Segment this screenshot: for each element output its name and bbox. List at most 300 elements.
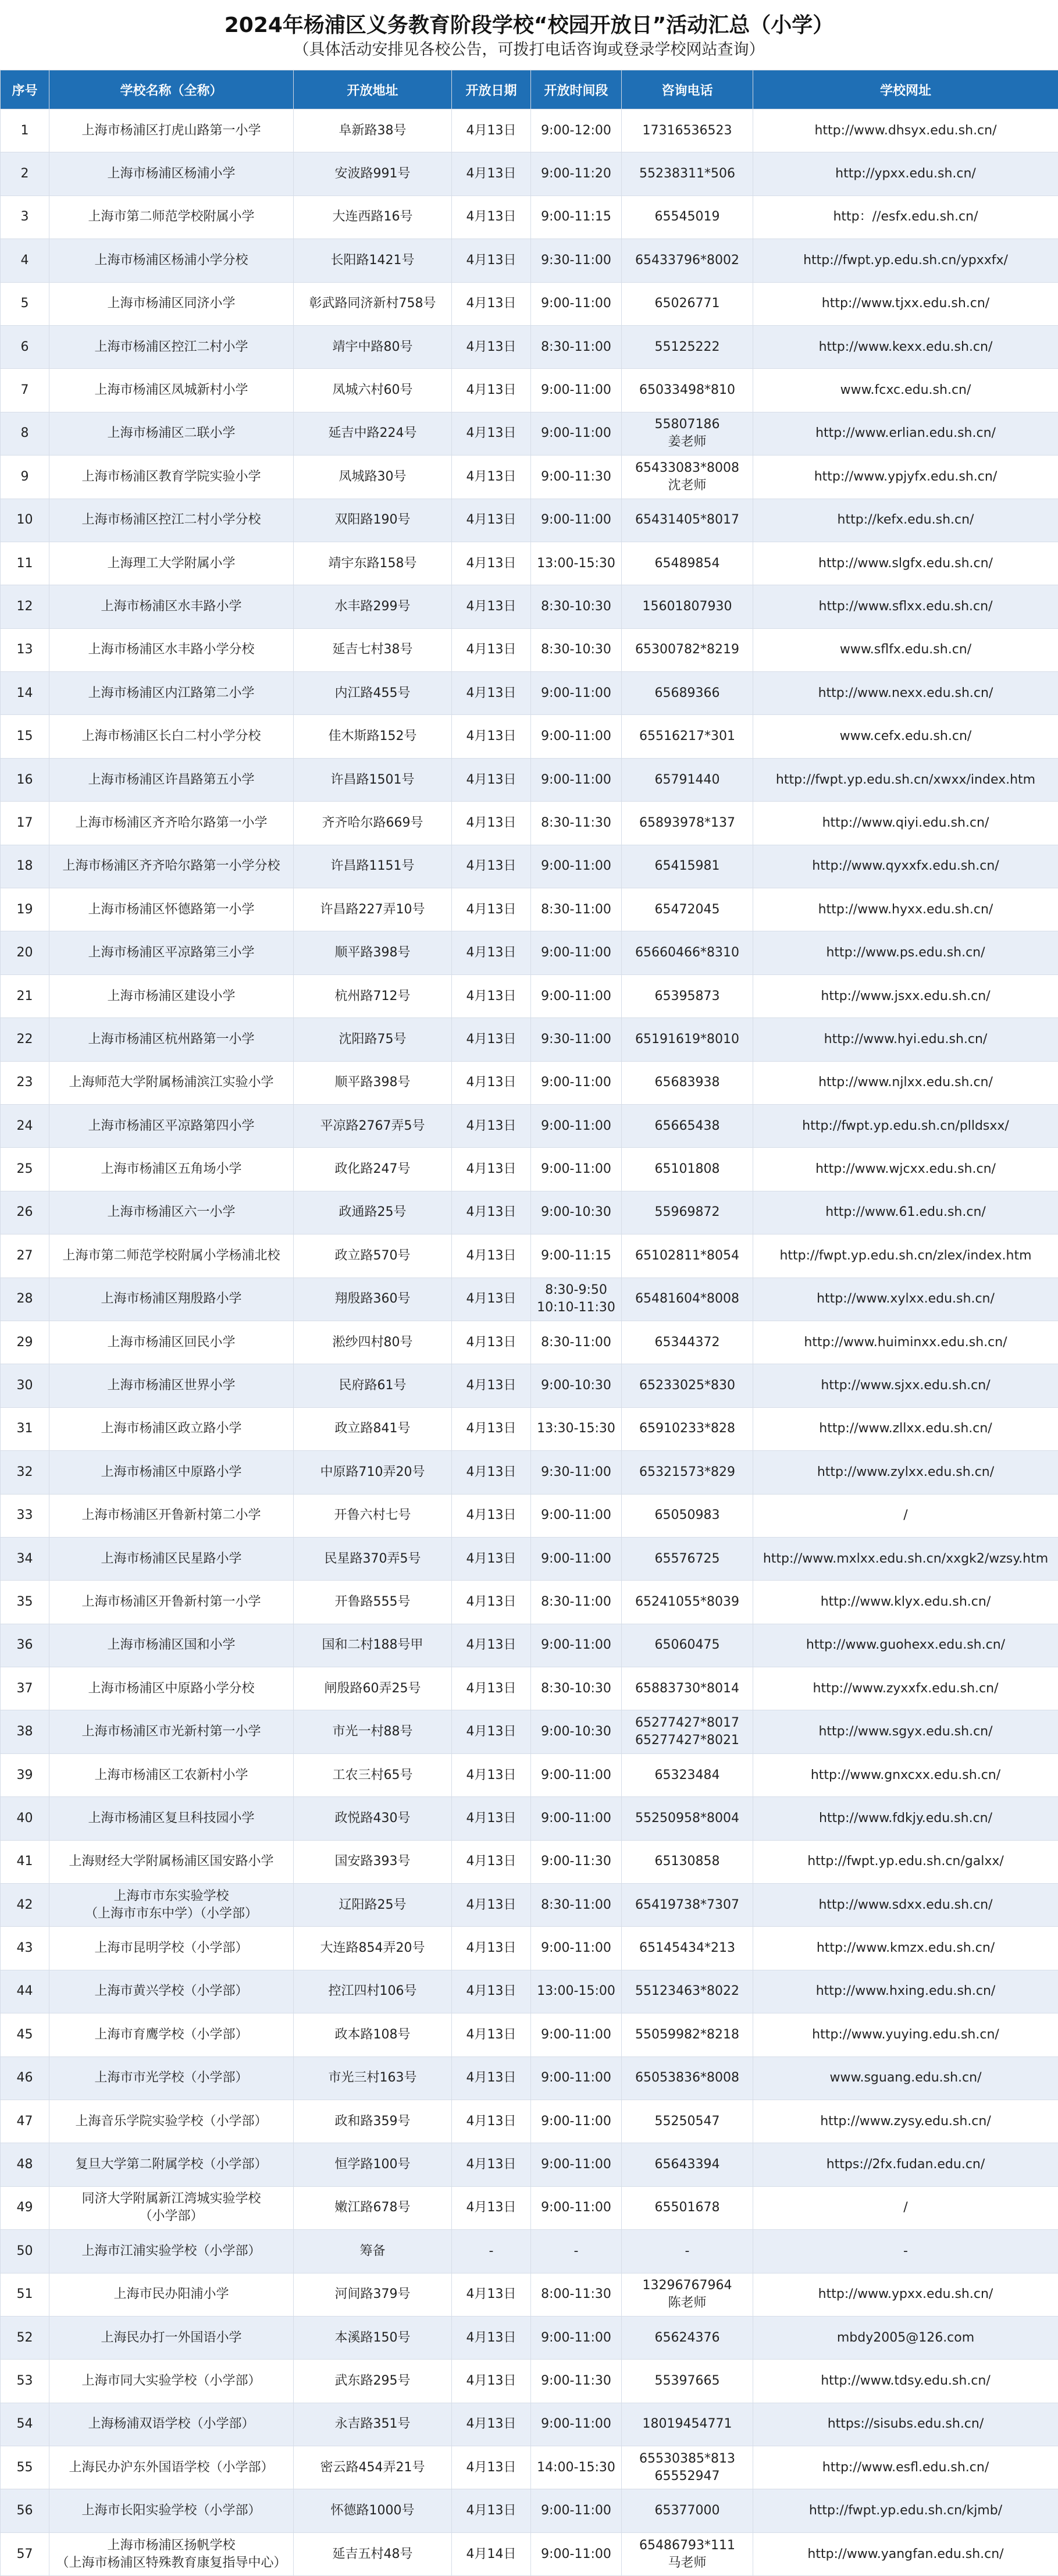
cell-address: 许昌路1501号 bbox=[294, 758, 452, 801]
table-row bbox=[1, 1321, 1058, 1364]
cell-school-name: 上海市杨浦区许昌路第五小学 bbox=[49, 758, 294, 801]
cell-index: 20 bbox=[1, 931, 49, 974]
cell-date: 4月13日 bbox=[452, 2273, 531, 2316]
cell-school-name: 上海市杨浦区翔殷路小学 bbox=[49, 1278, 294, 1321]
cell-time: 9:00-11:00 bbox=[531, 974, 622, 1017]
cell-phone: 65377000 bbox=[622, 2489, 753, 2532]
cell-school-name: 上海市杨浦区长白二村小学分校 bbox=[49, 715, 294, 758]
cell-website[interactable]: http://www.sgyx.edu.sh.cn/ bbox=[753, 1710, 1058, 1753]
cell-school-name: 上海市杨浦区建设小学 bbox=[49, 974, 294, 1017]
cell-school-name: 上海市育鹰学校（小学部） bbox=[49, 2013, 294, 2056]
cell-website[interactable]: http://www.61.edu.sh.cn/ bbox=[753, 1191, 1058, 1234]
cell-phone: 65050983 bbox=[622, 1494, 753, 1537]
cell-date: 4月13日 bbox=[452, 2403, 531, 2446]
table-row bbox=[1, 1667, 1058, 1710]
cell-index: 53 bbox=[1, 2360, 49, 2403]
cell-phone: 65323484 bbox=[622, 1753, 753, 1796]
cell-phone: 55125222 bbox=[622, 325, 753, 368]
cell-website[interactable]: http://fwpt.yp.edu.sh.cn/xwxx/index.htm bbox=[753, 758, 1058, 801]
table-row bbox=[1, 2403, 1058, 2446]
header-col-time: 开放时间段 bbox=[531, 70, 622, 109]
cell-time: 8:30-10:30 bbox=[531, 585, 622, 628]
cell-school-name: 上海市杨浦区教育学院实验小学 bbox=[49, 456, 294, 499]
cell-index: 41 bbox=[1, 1840, 49, 1883]
table-row bbox=[1, 195, 1058, 239]
cell-website[interactable]: mbdy2005@126.com bbox=[753, 2316, 1058, 2359]
cell-address: 开鲁路555号 bbox=[294, 1581, 452, 1624]
cell-school-name: 上海市同大实验学校（小学部） bbox=[49, 2360, 294, 2403]
cell-address: 政立路841号 bbox=[294, 1407, 452, 1450]
cell-website[interactable]: http://www.tjxx.edu.sh.cn/ bbox=[753, 282, 1058, 325]
cell-phone: 65501678 bbox=[622, 2186, 753, 2229]
cell-phone: 65145434*213 bbox=[622, 1927, 753, 1970]
cell-phone: 55059982*8218 bbox=[622, 2013, 753, 2056]
table-row bbox=[1, 974, 1058, 1017]
cell-time: 9:00-11:30 bbox=[531, 1840, 622, 1883]
cell-time: 13:00-15:30 bbox=[531, 542, 622, 585]
cell-index: 4 bbox=[1, 239, 49, 282]
table-row bbox=[1, 1451, 1058, 1494]
header-col-address: 开放地址 bbox=[294, 70, 452, 109]
cell-address: 市光一村88号 bbox=[294, 1710, 452, 1753]
cell-website[interactable]: http://www.kexx.edu.sh.cn/ bbox=[753, 325, 1058, 368]
cell-index: 24 bbox=[1, 1104, 49, 1147]
table-row bbox=[1, 2230, 1058, 2273]
cell-website[interactable]: http://www.esfl.edu.sh.cn/ bbox=[753, 2446, 1058, 2489]
cell-time: 9:00-10:30 bbox=[531, 1191, 622, 1234]
cell-time: 9:00-11:00 bbox=[531, 1148, 622, 1191]
cell-time: 8:30-10:30 bbox=[531, 628, 622, 671]
table-row bbox=[1, 1797, 1058, 1840]
cell-date: 4月13日 bbox=[452, 1884, 531, 1927]
cell-school-name: 复旦大学第二附属学校（小学部） bbox=[49, 2143, 294, 2186]
cell-address: 筹备 bbox=[294, 2230, 452, 2273]
cell-time: 9:00-11:00 bbox=[531, 2532, 622, 2575]
cell-website[interactable]: http://www.qiyi.edu.sh.cn/ bbox=[753, 802, 1058, 845]
cell-phone: 17316536523 bbox=[622, 109, 753, 152]
cell-index: 54 bbox=[1, 2403, 49, 2446]
cell-time: 9:00-11:20 bbox=[531, 152, 622, 195]
header-col-index: 序号 bbox=[1, 70, 49, 109]
table-row bbox=[1, 325, 1058, 368]
cell-school-name: 上海市民办阳浦小学 bbox=[49, 2273, 294, 2316]
cell-school-name: 上海市昆明学校（小学部） bbox=[49, 1927, 294, 1970]
cell-index: 22 bbox=[1, 1018, 49, 1061]
cell-website[interactable]: www.cefx.edu.sh.cn/ bbox=[753, 715, 1058, 758]
table-row bbox=[1, 282, 1058, 325]
cell-phone: 65415981 bbox=[622, 845, 753, 888]
cell-website[interactable]: http://www.zylxx.edu.sh.cn/ bbox=[753, 1451, 1058, 1494]
cell-address: 中原路710弄20号 bbox=[294, 1451, 452, 1494]
cell-website[interactable]: http://www.ypjyfx.edu.sh.cn/ bbox=[753, 456, 1058, 499]
cell-website[interactable]: http://fwpt.yp.edu.sh.cn/ypxxfx/ bbox=[753, 239, 1058, 282]
cell-website[interactable]: http://www.xylxx.edu.sh.cn/ bbox=[753, 1278, 1058, 1321]
cell-website[interactable]: http://www.njlxx.edu.sh.cn/ bbox=[753, 1061, 1058, 1104]
cell-school-name: 上海市杨浦区中原路小学分校 bbox=[49, 1667, 294, 1710]
table-row bbox=[1, 802, 1058, 845]
cell-date: 4月13日 bbox=[452, 974, 531, 1017]
cell-address: 国安路393号 bbox=[294, 1840, 452, 1883]
cell-date: 4月13日 bbox=[452, 2056, 531, 2100]
cell-website[interactable]: http://fwpt.yp.edu.sh.cn/zlex/index.htm bbox=[753, 1234, 1058, 1278]
cell-index: 39 bbox=[1, 1753, 49, 1796]
cell-phone: 65101808 bbox=[622, 1148, 753, 1191]
cell-date: 4月13日 bbox=[452, 239, 531, 282]
cell-time: 9:00-11:00 bbox=[531, 412, 622, 455]
cell-website[interactable]: http://www.gnxcxx.edu.sh.cn/ bbox=[753, 1753, 1058, 1796]
cell-index: 15 bbox=[1, 715, 49, 758]
cell-address: 怀德路1000号 bbox=[294, 2489, 452, 2532]
table-row bbox=[1, 2186, 1058, 2229]
cell-website[interactable]: www.sguang.edu.sh.cn/ bbox=[753, 2056, 1058, 2100]
cell-address: 顺平路398号 bbox=[294, 931, 452, 974]
cell-phone: 65241055*8039 bbox=[622, 1581, 753, 1624]
cell-time: 9:00-11:00 bbox=[531, 845, 622, 888]
table-row bbox=[1, 628, 1058, 671]
cell-date: 4月13日 bbox=[452, 1061, 531, 1104]
header-col-phone: 咨询电话 bbox=[622, 70, 753, 109]
cell-date: 4月13日 bbox=[452, 1927, 531, 1970]
cell-website[interactable]: http://www.ps.edu.sh.cn/ bbox=[753, 931, 1058, 974]
cell-phone: 65233025*830 bbox=[622, 1364, 753, 1407]
table-row bbox=[1, 2100, 1058, 2143]
cell-school-name: 上海市长阳实验学校（小学部） bbox=[49, 2489, 294, 2532]
cell-website[interactable]: http：//esfx.edu.sh.cn/ bbox=[753, 195, 1058, 239]
table-row bbox=[1, 1581, 1058, 1624]
cell-school-name: 上海市杨浦区市光新村第一小学 bbox=[49, 1710, 294, 1753]
cell-time: 9:00-11:00 bbox=[531, 499, 622, 542]
cell-school-name: 上海市杨浦区回民小学 bbox=[49, 1321, 294, 1364]
cell-phone: 13296767964 陈老师 bbox=[622, 2273, 753, 2316]
cell-website[interactable]: http://www.zllxx.edu.sh.cn/ bbox=[753, 1407, 1058, 1450]
cell-date: 4月13日 bbox=[452, 931, 531, 974]
cell-school-name: 上海市杨浦区凤城新村小学 bbox=[49, 369, 294, 412]
cell-index: 19 bbox=[1, 888, 49, 931]
cell-index: 40 bbox=[1, 1797, 49, 1840]
cell-date: 4月13日 bbox=[452, 1797, 531, 1840]
cell-date: 4月13日 bbox=[452, 109, 531, 152]
cell-website[interactable]: www.sflfx.edu.sh.cn/ bbox=[753, 628, 1058, 671]
cell-index: 29 bbox=[1, 1321, 49, 1364]
cell-time: 9:00-11:00 bbox=[531, 2489, 622, 2532]
cell-time: 9:00-11:30 bbox=[531, 456, 622, 499]
cell-website[interactable]: http://kefx.edu.sh.cn/ bbox=[753, 499, 1058, 542]
cell-index: 23 bbox=[1, 1061, 49, 1104]
cell-phone: 55969872 bbox=[622, 1191, 753, 1234]
cell-date: 4月13日 bbox=[452, 325, 531, 368]
table-row bbox=[1, 1148, 1058, 1191]
cell-school-name: 上海师范大学附属杨浦滨江实验小学 bbox=[49, 1061, 294, 1104]
cell-website[interactable]: http://www.ypxx.edu.sh.cn/ bbox=[753, 2273, 1058, 2316]
cell-phone: 65395873 bbox=[622, 974, 753, 1017]
cell-date: 4月13日 bbox=[452, 888, 531, 931]
cell-school-name: 上海市杨浦区怀德路第一小学 bbox=[49, 888, 294, 931]
cell-index: 21 bbox=[1, 974, 49, 1017]
table-row bbox=[1, 2316, 1058, 2359]
cell-time: 9:00-11:00 bbox=[531, 1797, 622, 1840]
cell-date: 4月13日 bbox=[452, 2360, 531, 2403]
cell-index: 11 bbox=[1, 542, 49, 585]
cell-time: - bbox=[531, 2230, 622, 2273]
cell-address: 安波路991号 bbox=[294, 152, 452, 195]
cell-school-name: 上海市杨浦区控江二村小学分校 bbox=[49, 499, 294, 542]
cell-index: 32 bbox=[1, 1451, 49, 1494]
cell-address: 开鲁六村七号 bbox=[294, 1494, 452, 1537]
cell-website[interactable]: http://www.hyxx.edu.sh.cn/ bbox=[753, 888, 1058, 931]
cell-website[interactable]: http://www.kmzx.edu.sh.cn/ bbox=[753, 1927, 1058, 1970]
cell-time: 9:00-11:00 bbox=[531, 2100, 622, 2143]
table-row bbox=[1, 2446, 1058, 2489]
cell-date: 4月13日 bbox=[452, 1191, 531, 1234]
cell-index: 43 bbox=[1, 1927, 49, 1970]
cell-website[interactable]: http://www.sflxx.edu.sh.cn/ bbox=[753, 585, 1058, 628]
cell-address: 许昌路1151号 bbox=[294, 845, 452, 888]
cell-website[interactable]: https://2fx.fudan.edu.cn/ bbox=[753, 2143, 1058, 2186]
cell-index: 52 bbox=[1, 2316, 49, 2359]
cell-website[interactable]: http://ypxx.edu.sh.cn/ bbox=[753, 152, 1058, 195]
table-row bbox=[1, 1537, 1058, 1580]
cell-time: 9:00-11:15 bbox=[531, 1234, 622, 1278]
cell-time: 9:00-11:00 bbox=[531, 2056, 622, 2100]
cell-index: 9 bbox=[1, 456, 49, 499]
cell-index: 25 bbox=[1, 1148, 49, 1191]
cell-school-name: 上海音乐学院实验学校（小学部） bbox=[49, 2100, 294, 2143]
cell-index: 56 bbox=[1, 2489, 49, 2532]
cell-date: 4月13日 bbox=[452, 2489, 531, 2532]
cell-school-name: 上海杨浦双语学校（小学部） bbox=[49, 2403, 294, 2446]
cell-website[interactable]: http://www.hxing.edu.sh.cn/ bbox=[753, 1970, 1058, 2013]
cell-school-name: 上海市市东实验学校 （上海市市东中学）（小学部） bbox=[49, 1884, 294, 1927]
cell-address: 工农三村65号 bbox=[294, 1753, 452, 1796]
cell-address: 辽阳路25号 bbox=[294, 1884, 452, 1927]
cell-website[interactable]: http://www.wjcxx.edu.sh.cn/ bbox=[753, 1148, 1058, 1191]
cell-school-name: 上海市市光学校（小学部） bbox=[49, 2056, 294, 2100]
cell-address: 延吉中路224号 bbox=[294, 412, 452, 455]
cell-time: 8:30-9:50 10:10-11:30 bbox=[531, 1278, 622, 1321]
cell-school-name: 上海市杨浦区复旦科技园小学 bbox=[49, 1797, 294, 1840]
cell-date: 4月13日 bbox=[452, 369, 531, 412]
cell-website[interactable]: http://www.guohexx.edu.sh.cn/ bbox=[753, 1624, 1058, 1667]
table-row bbox=[1, 1104, 1058, 1147]
cell-school-name: 上海市杨浦区开鲁新村第一小学 bbox=[49, 1581, 294, 1624]
cell-address: 凤城路30号 bbox=[294, 456, 452, 499]
cell-school-name: 上海市杨浦区六一小学 bbox=[49, 1191, 294, 1234]
cell-phone: 55250958*8004 bbox=[622, 1797, 753, 1840]
cell-date: 4月13日 bbox=[452, 2013, 531, 2056]
cell-address: 民府路61号 bbox=[294, 1364, 452, 1407]
cell-address: 政化路247号 bbox=[294, 1148, 452, 1191]
cell-date: 4月13日 bbox=[452, 1234, 531, 1278]
cell-date: 4月13日 bbox=[452, 1537, 531, 1580]
table-row bbox=[1, 1970, 1058, 2013]
schools-table bbox=[0, 70, 1058, 2576]
cell-school-name: 上海市杨浦区打虎山路第一小学 bbox=[49, 109, 294, 152]
cell-phone: 65433796*8002 bbox=[622, 239, 753, 282]
table-row bbox=[1, 1710, 1058, 1753]
cell-website[interactable]: http://www.yangfan.edu.sh.cn/ bbox=[753, 2532, 1058, 2575]
cell-index: 2 bbox=[1, 152, 49, 195]
cell-website[interactable]: http://www.jsxx.edu.sh.cn/ bbox=[753, 974, 1058, 1017]
cell-phone: 65419738*7307 bbox=[622, 1884, 753, 1927]
cell-school-name: 上海市杨浦区水丰路小学 bbox=[49, 585, 294, 628]
cell-index: 8 bbox=[1, 412, 49, 455]
cell-phone: 65530385*813 65552947 bbox=[622, 2446, 753, 2489]
cell-index: 6 bbox=[1, 325, 49, 368]
cell-address: 大连路854弄20号 bbox=[294, 1927, 452, 1970]
cell-phone: 65683938 bbox=[622, 1061, 753, 1104]
table-row bbox=[1, 1018, 1058, 1061]
cell-website[interactable]: http://fwpt.yp.edu.sh.cn/kjmb/ bbox=[753, 2489, 1058, 2532]
cell-time: 8:30-11:00 bbox=[531, 1884, 622, 1927]
cell-address: 恒学路100号 bbox=[294, 2143, 452, 2186]
cell-date: 4月13日 bbox=[452, 1104, 531, 1147]
cell-phone: 65910233*828 bbox=[622, 1407, 753, 1450]
cell-time: 9:30-11:00 bbox=[531, 239, 622, 282]
cell-index: 28 bbox=[1, 1278, 49, 1321]
table-row bbox=[1, 1364, 1058, 1407]
cell-website[interactable]: http://www.tdsy.edu.sh.cn/ bbox=[753, 2360, 1058, 2403]
cell-index: 46 bbox=[1, 2056, 49, 2100]
cell-index: 50 bbox=[1, 2230, 49, 2273]
cell-school-name: 上海市杨浦区杨浦小学分校 bbox=[49, 239, 294, 282]
cell-phone: 18019454771 bbox=[622, 2403, 753, 2446]
cell-phone: 55807186 姜老师 bbox=[622, 412, 753, 455]
cell-phone: 65433083*8008 沈老师 bbox=[622, 456, 753, 499]
table-row bbox=[1, 2360, 1058, 2403]
cell-address: 政本路108号 bbox=[294, 2013, 452, 2056]
cell-website[interactable]: http://www.klyx.edu.sh.cn/ bbox=[753, 1581, 1058, 1624]
cell-address: 国和二村188号甲 bbox=[294, 1624, 452, 1667]
table-row bbox=[1, 845, 1058, 888]
table-row bbox=[1, 931, 1058, 974]
table-header-row bbox=[1, 70, 1058, 109]
cell-index: 26 bbox=[1, 1191, 49, 1234]
cell-time: 9:00-11:00 bbox=[531, 1624, 622, 1667]
table-body bbox=[1, 109, 1058, 2576]
cell-address: 延吉五村48号 bbox=[294, 2532, 452, 2575]
cell-date: 4月13日 bbox=[452, 1494, 531, 1537]
cell-website[interactable]: www.fcxc.edu.sh.cn/ bbox=[753, 369, 1058, 412]
cell-address: 杭州路712号 bbox=[294, 974, 452, 1017]
cell-website[interactable]: http://www.yuying.edu.sh.cn/ bbox=[753, 2013, 1058, 2056]
cell-time: 9:00-11:00 bbox=[531, 282, 622, 325]
cell-date: 4月13日 bbox=[452, 802, 531, 845]
cell-index: 34 bbox=[1, 1537, 49, 1580]
cell-phone: 65277427*8017 65277427*8021 bbox=[622, 1710, 753, 1753]
cell-time: 8:30-11:30 bbox=[531, 802, 622, 845]
cell-website[interactable]: http://www.mxlxx.edu.sh.cn/xxgk2/wzsy.htm bbox=[753, 1537, 1058, 1580]
cell-address: 齐齐哈尔路669号 bbox=[294, 802, 452, 845]
cell-time: 9:00-11:00 bbox=[531, 369, 622, 412]
cell-date: 4月13日 bbox=[452, 2100, 531, 2143]
cell-address: 淞纱四村80号 bbox=[294, 1321, 452, 1364]
cell-phone: 55123463*8022 bbox=[622, 1970, 753, 2013]
cell-school-name: 上海市杨浦区齐齐哈尔路第一小学 bbox=[49, 802, 294, 845]
table-row bbox=[1, 542, 1058, 585]
cell-school-name: 上海市杨浦区齐齐哈尔路第一小学分校 bbox=[49, 845, 294, 888]
cell-date: 4月13日 bbox=[452, 715, 531, 758]
cell-index: 10 bbox=[1, 499, 49, 542]
cell-address: 凤城六村60号 bbox=[294, 369, 452, 412]
cell-address: 靖宇中路80号 bbox=[294, 325, 452, 368]
cell-index: 33 bbox=[1, 1494, 49, 1537]
cell-address: 翔殷路360号 bbox=[294, 1278, 452, 1321]
table-row bbox=[1, 715, 1058, 758]
header-col-school-name: 学校名称（全称） bbox=[49, 70, 294, 109]
cell-phone: 65689366 bbox=[622, 672, 753, 715]
cell-website[interactable]: http://www.sjxx.edu.sh.cn/ bbox=[753, 1364, 1058, 1407]
cell-phone: 65033498*810 bbox=[622, 369, 753, 412]
cell-website[interactable]: http://www.zysy.edu.sh.cn/ bbox=[753, 2100, 1058, 2143]
cell-website[interactable]: http://www.huiminxx.edu.sh.cn/ bbox=[753, 1321, 1058, 1364]
cell-school-name: 上海市杨浦区民星路小学 bbox=[49, 1537, 294, 1580]
cell-address: 政悦路430号 bbox=[294, 1797, 452, 1840]
cell-date: 4月13日 bbox=[452, 672, 531, 715]
cell-index: 48 bbox=[1, 2143, 49, 2186]
cell-website[interactable]: http://fwpt.yp.edu.sh.cn/plldsxx/ bbox=[753, 1104, 1058, 1147]
cell-website[interactable]: http://www.sdxx.edu.sh.cn/ bbox=[753, 1884, 1058, 1927]
cell-school-name: 上海市杨浦区平凉路第三小学 bbox=[49, 931, 294, 974]
cell-school-name: 上海市杨浦区工农新村小学 bbox=[49, 1753, 294, 1796]
cell-website[interactable]: http://www.zyxxfx.edu.sh.cn/ bbox=[753, 1667, 1058, 1710]
cell-phone: 65486793*111 马老师 bbox=[622, 2532, 753, 2575]
table-row bbox=[1, 369, 1058, 412]
cell-website[interactable]: http://www.fdkjy.edu.sh.cn/ bbox=[753, 1797, 1058, 1840]
cell-website[interactable]: http://fwpt.yp.edu.sh.cn/galxx/ bbox=[753, 1840, 1058, 1883]
cell-index: 45 bbox=[1, 2013, 49, 2056]
cell-index: 13 bbox=[1, 628, 49, 671]
cell-address: 政通路25号 bbox=[294, 1191, 452, 1234]
cell-address: 沈阳路75号 bbox=[294, 1018, 452, 1061]
cell-index: 1 bbox=[1, 109, 49, 152]
cell-website[interactable]: http://www.qyxxfx.edu.sh.cn/ bbox=[753, 845, 1058, 888]
cell-website[interactable]: http://www.hyi.edu.sh.cn/ bbox=[753, 1018, 1058, 1061]
cell-date: 4月13日 bbox=[452, 1451, 531, 1494]
cell-index: 27 bbox=[1, 1234, 49, 1278]
cell-address: 靖宇东路158号 bbox=[294, 542, 452, 585]
cell-time: 9:00-12:00 bbox=[531, 109, 622, 152]
cell-phone: 65321573*829 bbox=[622, 1451, 753, 1494]
cell-website[interactable]: http://www.dhsyx.edu.sh.cn/ bbox=[753, 109, 1058, 152]
cell-address: 许昌路227弄10号 bbox=[294, 888, 452, 931]
cell-date: 4月13日 bbox=[452, 2316, 531, 2359]
cell-phone: 65472045 bbox=[622, 888, 753, 931]
cell-website[interactable]: http://www.nexx.edu.sh.cn/ bbox=[753, 672, 1058, 715]
table-row bbox=[1, 2013, 1058, 2056]
cell-date: 4月13日 bbox=[452, 412, 531, 455]
cell-time: 8:30-11:00 bbox=[531, 1581, 622, 1624]
table-row bbox=[1, 1234, 1058, 1278]
cell-website[interactable]: http://www.erlian.edu.sh.cn/ bbox=[753, 412, 1058, 455]
cell-time: 9:30-11:00 bbox=[531, 1451, 622, 1494]
cell-school-name: 上海市杨浦区控江二村小学 bbox=[49, 325, 294, 368]
cell-time: 9:00-11:00 bbox=[531, 1927, 622, 1970]
cell-date: 4月13日 bbox=[452, 1970, 531, 2013]
table-row bbox=[1, 109, 1058, 152]
cell-phone: 55250547 bbox=[622, 2100, 753, 2143]
cell-website[interactable]: http://www.slgfx.edu.sh.cn/ bbox=[753, 542, 1058, 585]
cell-phone: 65545019 bbox=[622, 195, 753, 239]
cell-date: 4月13日 bbox=[452, 1667, 531, 1710]
cell-time: 8:00-11:30 bbox=[531, 2273, 622, 2316]
cell-date: 4月13日 bbox=[452, 542, 531, 585]
cell-index: 12 bbox=[1, 585, 49, 628]
cell-school-name: 上海理工大学附属小学 bbox=[49, 542, 294, 585]
cell-phone: 65060475 bbox=[622, 1624, 753, 1667]
table-row bbox=[1, 1840, 1058, 1883]
cell-phone: 55238311*506 bbox=[622, 152, 753, 195]
cell-website[interactable]: https://sisubs.edu.sh.cn/ bbox=[753, 2403, 1058, 2446]
